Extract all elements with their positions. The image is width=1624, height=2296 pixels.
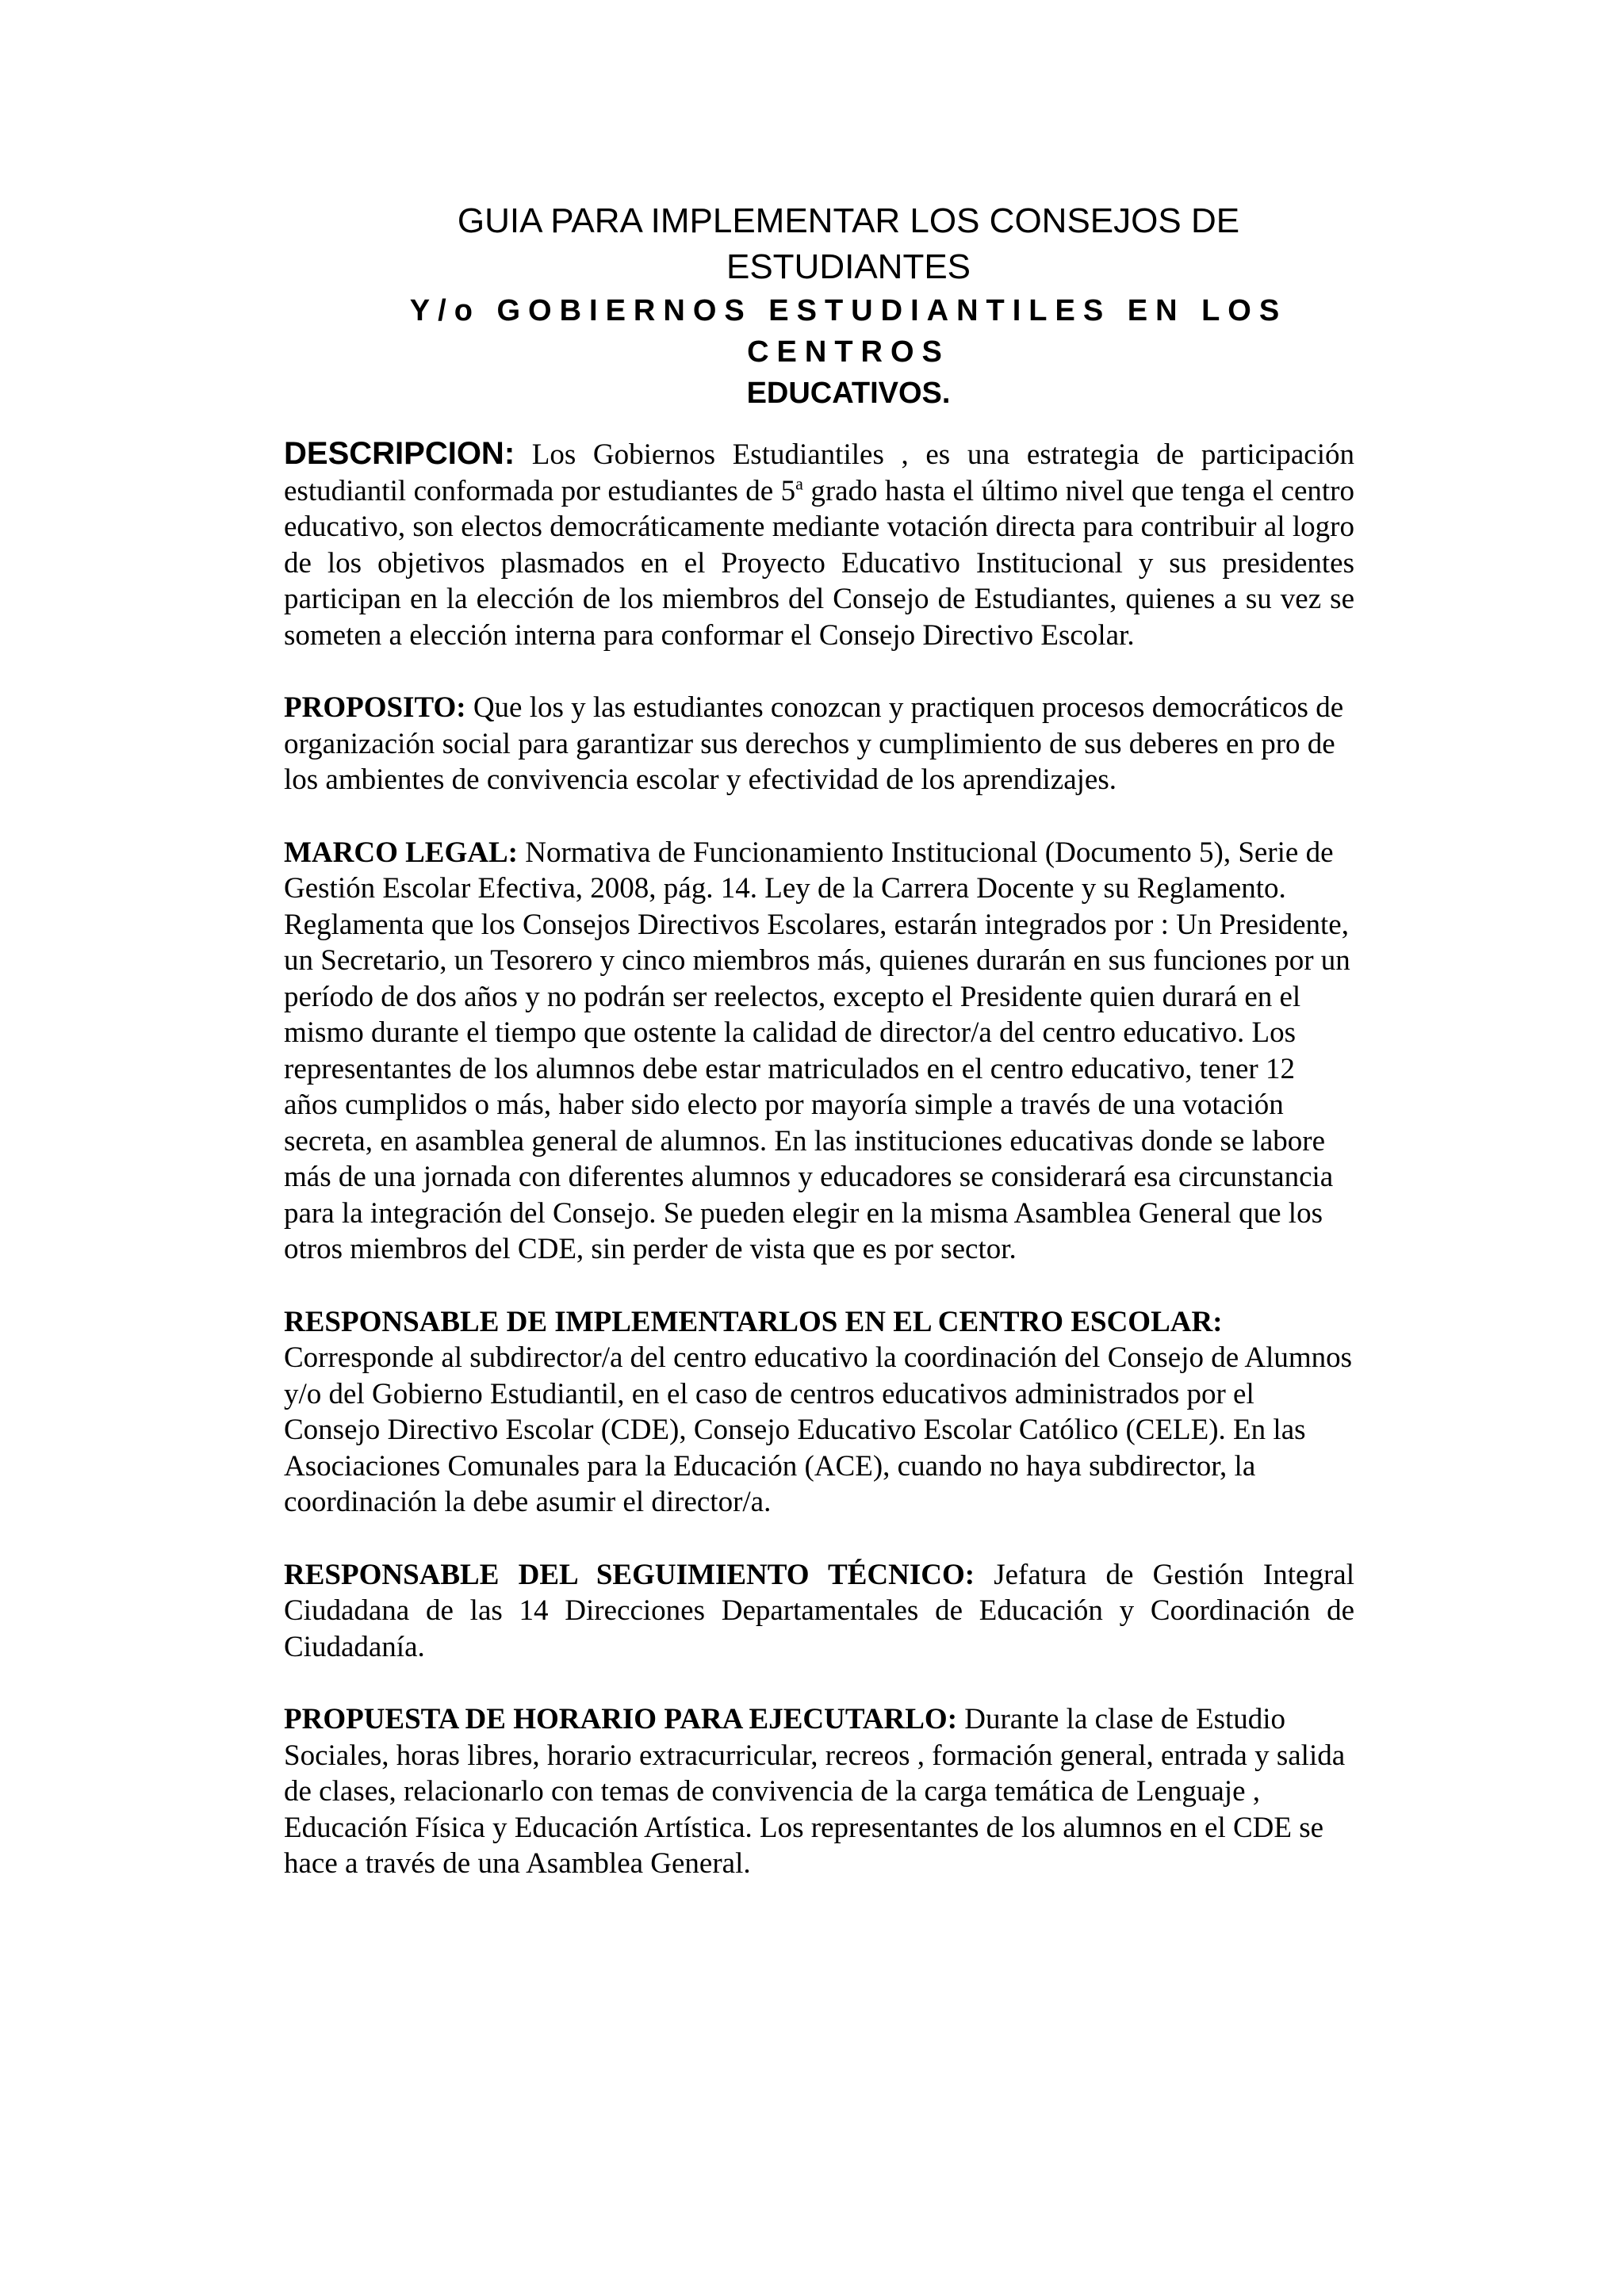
- title-line-3: Y/o GOBIERNOS ESTUDIANTILES EN LOS: [409, 294, 1288, 327]
- responsable-seguimiento-label: RESPONSABLE DEL SEGUIMIENTO TÉCNICO:: [284, 1558, 975, 1591]
- propuesta-horario-label: PROPUESTA DE HORARIO PARA EJECUTARLO:: [284, 1703, 958, 1735]
- descripcion-label: DESCRIPCION:: [284, 436, 515, 471]
- descripcion-text-a: Los Gobiernos Estudiantiles , es una estrategia de participación estudiantil conformada por estudiantes de 5: [284, 438, 1354, 507]
- responsable-seguimiento-text: Jefatura de Gestión Integral Ciudadana de las 14 Direcciones Departamentales de Educación y Coordinación de Ciudadanía.: [284, 1558, 1354, 1663]
- title-line-5: EDUCATIVOS.: [746, 377, 951, 410]
- title-line-4: CENTROS: [747, 335, 950, 369]
- proposito-label: PROPOSITO:: [284, 691, 466, 724]
- proposito-text: Que los y las estudiantes conozcan y practiquen procesos democráticos de organización social para garantizar sus derechos y cumplimiento de sus deberes en pro de los ambientes de convivencia escolar y efectividad de los aprendizajes.: [284, 691, 1344, 796]
- section-propuesta-horario: [284, 1701, 1354, 1882]
- title-line-2: ESTUDIANTES: [726, 247, 971, 286]
- section-proposito: [284, 690, 1354, 798]
- section-descripcion: [284, 436, 1354, 653]
- descripcion-superscript: a: [795, 473, 803, 494]
- section-responsable-implementar: [284, 1304, 1354, 1521]
- title-line-1: GUIA PARA IMPLEMENTAR LOS CONSEJOS DE: [457, 201, 1240, 240]
- descripcion-text-b: grado hasta el último nivel que tenga el centro educativo, son electos democráticamente mediante votación directa para contribuir al logro de los objetivos plasmados en el Proyecto Educativo Institucional y sus presidentes participan en la elección de los miembros del Consejo de Estudiantes, quienes a su vez se someten a elección interna para conformar el Consejo Directivo Escolar.: [284, 474, 1355, 652]
- responsable-implementar-label: RESPONSABLE DE IMPLEMENTARLOS EN EL CENTRO ESCOLAR:: [284, 1305, 1223, 1338]
- document-body: [284, 436, 1354, 1919]
- section-marco-legal: [284, 835, 1354, 1268]
- propuesta-horario-text: Durante la clase de Estudio Sociales, horas libres, horario extracurricular, recreos , formación general, entrada y salida de clases, relacionarlo con temas de convivencia de la carga temática de Lenguaje , Educación Física y Educación Artística. Los representantes de los alumnos en el CDE se hace a través de una Asamblea General.: [284, 1703, 1346, 1880]
- marco-legal-label: MARCO LEGAL:: [284, 836, 518, 869]
- marco-legal-text: Normativa de Funcionamiento Institucional (Documento 5), Serie de Gestión Escolar Efectiva, 2008, pág. 14. Ley de la Carrera Docente y su Reglamento. Reglamenta que los Consejos Directivos Escolares, estarán integrados por : Un Presidente, un Secretario, un Tesorero y cinco miembros más, quienes durarán en sus funciones por un período de dos años y no podrán ser reelectos, excepto el Presidente quien durará en el mismo durante el tiempo que ostente la calidad de director/a del centro educativo. Los representantes de los alumnos debe estar matriculados en el centro educativo, tener 12 años cumplidos o más, haber sido electo por mayoría simple a través de una votación secreta, en asamblea general de alumnos. En las instituciones educativas donde se labore más de una jornada con diferentes alumnos y educadores se considerará esa circunstancia para la integración del Consejo. Se pueden elegir en la misma Asamblea General que los otros miembros del CDE, sin perder de vista que es por sector.: [284, 836, 1350, 1265]
- section-responsable-seguimiento: [284, 1557, 1354, 1666]
- responsable-implementar-text: Corresponde al subdirector/a del centro educativo la coordinación del Consejo de Alumnos y/o del Gobierno Estudiantil, en el caso de centros educativos administrados por el Consejo Directivo Escolar (CDE), Consejo Educativo Escolar Católico (CELE). En las Asociaciones Comunales para la Educación (ACE), cuando no haya subdirector, la coordinación la debe asumir el director/a.: [284, 1341, 1353, 1518]
- document-title: [349, 198, 1348, 414]
